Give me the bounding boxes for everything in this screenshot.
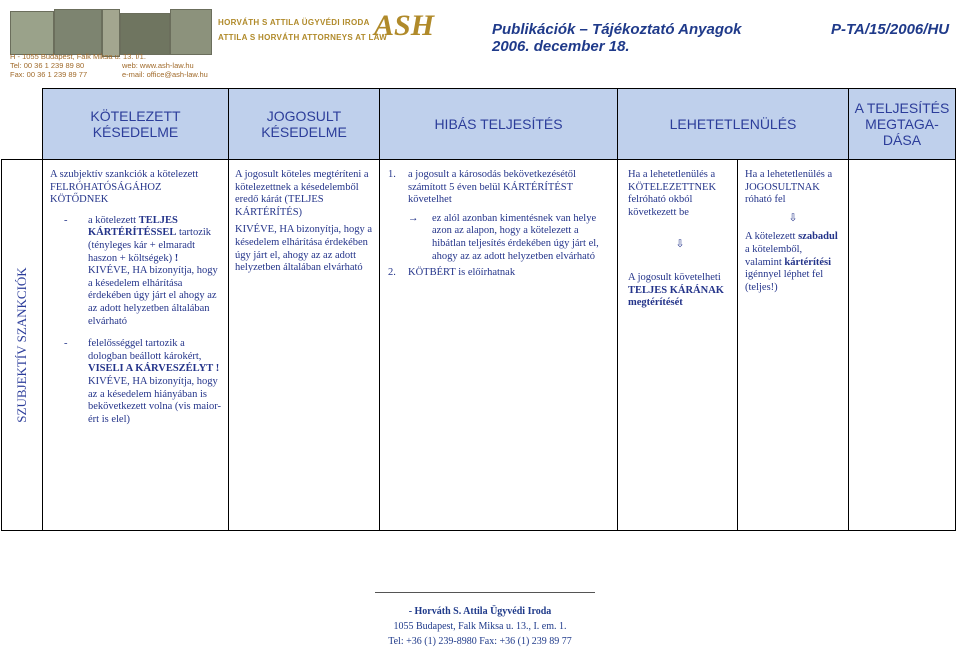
column-header-hibas-teljesites: HIBÁS TELJESÍTÉS bbox=[380, 89, 617, 159]
row-label-szubjektiv-szankciok: SZUBJEKTÍV SZANKCIÓK bbox=[14, 267, 29, 423]
paragraph: Ha a lehetetlenülés a KÖTELEZETTNEK felróható okból következett be bbox=[628, 169, 717, 218]
paragraph: KIVÉVE, HA bizonyítja, hogy a késedelem elhárítása érdekében úgy járt el, ahogy az az adott helyzetben általában elvárható bbox=[235, 224, 373, 274]
building-photo-5 bbox=[170, 9, 212, 55]
document-code: P-TA/15/2006/HU bbox=[831, 21, 950, 38]
table-border-bottom bbox=[1, 530, 956, 531]
contact-tel: Tel: 00 36 1 239 89 80 bbox=[10, 61, 85, 70]
arrow-down-icon: ⇩ bbox=[675, 239, 685, 251]
brand-logo-mark: ASH bbox=[374, 9, 435, 42]
list-item: 1. a jogosult a károsodás bekövetkezésétől számított 5 éven belül KÁRTÉRÍTÉST követelhet bbox=[388, 169, 576, 206]
list-item: → ez alól azonban kimentésnek van helye azon az alapon, hogy a kötelezett a hibátlan teljesítés érdekében úgy járt el, ahogy az az adott helyzetben elvárható bbox=[408, 212, 599, 262]
table-divider-side bbox=[42, 88, 43, 531]
footer-address: 1055 Budapest, Falk Miksa u. 13., I. em. 1. bbox=[393, 621, 567, 632]
brand-line-en: ATTILA S HORVÁTH ATTORNEYS AT LAW bbox=[218, 33, 388, 42]
footer-rule bbox=[375, 592, 595, 593]
contact-address: H - 1055 Budapest, Falk Miksa u. 13. I/1. bbox=[10, 52, 146, 61]
arrow-right-icon: → bbox=[408, 212, 419, 224]
cell-lehetetlenules-kotelezett bbox=[628, 169, 732, 310]
list-item: 2. KÖTBÉRT is előírhatnak bbox=[388, 267, 516, 279]
cell-lehetetlenules-jogosult bbox=[745, 169, 841, 294]
paragraph: Ha a lehetetlenülés a JOGOSULTNAK róható fel bbox=[745, 169, 833, 206]
table-divider-2 bbox=[379, 88, 380, 531]
paragraph: A kötelezett szabadul a kötelemből, valamint kártérítési igénnyel léphet fel (teljes!) bbox=[745, 231, 838, 293]
list-item: - felelősséggel tartozik a dologban beállott károkért, VISELI A KÁRVESZÉLYT ! KIVÉVE, HA bizonyítja, hogy az a késedelem hiányában is bekövetkezett volna (vis maior-ért is elel) bbox=[64, 338, 222, 425]
column-header-jogosult-kesedelme: JOGOSULT KÉSEDELME bbox=[229, 89, 379, 159]
table-divider-4 bbox=[848, 88, 849, 531]
building-photo-4 bbox=[120, 13, 170, 55]
publication-date: 2006. december 18. bbox=[492, 38, 630, 55]
building-photo-1 bbox=[10, 11, 54, 55]
cell-hibas-teljesites bbox=[388, 169, 610, 280]
table-divider-1 bbox=[228, 88, 229, 531]
building-photo-3 bbox=[102, 9, 120, 57]
table-border-top bbox=[42, 88, 956, 89]
column-header-kotelezett-kesedelme: KÖTELEZETT KÉSEDELME bbox=[43, 89, 228, 159]
building-photo-2 bbox=[54, 9, 102, 55]
footer-firm-name: - Horváth S. Attila Ügyvédi Iroda bbox=[408, 606, 552, 617]
table-border-header bbox=[1, 159, 956, 160]
column-header-teljesites-megtagadasa: A TELJESÍTÉS MEGTAGA- DÁSA bbox=[849, 89, 955, 159]
contact-fax: Fax: 00 36 1 239 89 77 bbox=[10, 70, 88, 79]
publication-title: Publikációk – Tájékoztató Anyagok bbox=[492, 21, 742, 38]
table-divider-lehetetlenules bbox=[737, 159, 738, 531]
table-divider-3 bbox=[617, 88, 618, 531]
paragraph: A jogosult köteles megtéríteni a kötelezettnek a késedelemből eredő kárát (TELJES KÁRTÉRÍTÉS) bbox=[235, 169, 369, 218]
cell-jogosult-kesedelme bbox=[235, 169, 373, 275]
cell-kotelezett-kesedelme bbox=[50, 169, 222, 426]
letterhead-logo bbox=[2, 3, 435, 55]
list-item: - a kötelezett TELJES KÁRTÉRÍTÉSSEL tartozik (tényleges kár + elmaradt haszon + költségek) ! KIVÉVE, HA bizonyítja, hogy a késedelem elhárítása érdekében úgy járt el ahogy az az adott helyzetben általában elvárható bbox=[64, 214, 218, 327]
contact-web: web: www.ash-law.hu bbox=[122, 61, 194, 70]
brand-line-hu: HORVÁTH S ATTILA ÜGYVÉDI IRODA bbox=[218, 18, 370, 27]
column-header-lehetetlenules: LEHETETLENÜLÉS bbox=[618, 89, 848, 159]
table-border-right bbox=[955, 88, 956, 531]
footer-phone: Tel: +36 (1) 239-8980 Fax: +36 (1) 239 89 77 bbox=[388, 636, 572, 647]
paragraph: A jogosult követelheti TELJES KÁRÁNAK megtérítését bbox=[628, 271, 724, 309]
arrow-down-icon: ⇩ bbox=[788, 212, 798, 224]
intro-text: A szubjektív szankciók a kötelezett FELRÓHATÓSÁGÁHOZ KÖTŐDNEK bbox=[50, 169, 199, 206]
contact-email: e-mail: office@ash-law.hu bbox=[122, 70, 208, 79]
